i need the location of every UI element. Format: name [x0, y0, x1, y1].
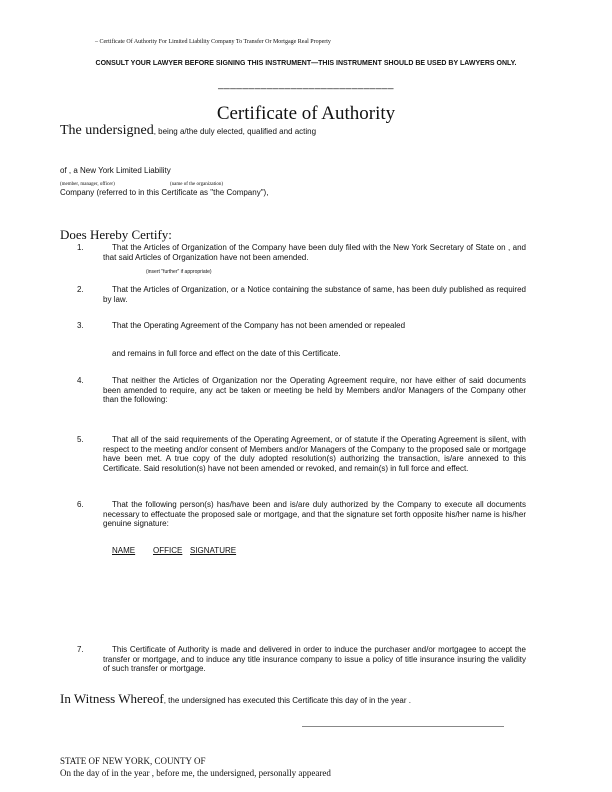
- witness-lead: In Witness Whereof: [60, 691, 164, 706]
- item3-continuation: and remains in full force and effect on the date of this Certificate.: [112, 349, 341, 358]
- item-number: 7.: [77, 645, 84, 654]
- item-number: 1.: [77, 243, 84, 252]
- org-label: (name of the organization): [170, 182, 224, 187]
- intro-line: [60, 123, 316, 139]
- member-label: (member, manager, officer): [60, 182, 115, 187]
- of-line: of , a New York Limited Liability: [60, 166, 171, 175]
- item-number: 6.: [77, 500, 84, 509]
- sig-header-name: NAME: [112, 546, 136, 555]
- header-note: – Certificate Of Authority For Limited Liability Company To Transfer Or Mortgage Real Property: [95, 39, 331, 45]
- item-text: That the Operating Agreement of the Company has not been amended or repealed: [112, 321, 406, 330]
- acknowledgment-line: On the day of in the year , before me, the undersigned, personally appeared: [60, 768, 331, 778]
- item-text: That neither the Articles of Organization nor the Operating Agreement require, nor have either of said documents been amended to require, any act be taken or meeting be held by Members and/or Managers of the Company other than the following:: [103, 376, 526, 404]
- item-text: That the following person(s) has/have been and is/are duly authorized by the Company to execute all documents necessary to effectuate the proposed sale or mortgage, and that the signature set forth opposite his/her name is his/her genuine signature:: [103, 500, 526, 528]
- witness-line: [60, 690, 411, 708]
- item-number: 3.: [77, 321, 84, 330]
- item-text: That all of the said requirements of the Operating Agreement, or of statute if the Operating Agreement is silent, with respect to the meeting and/or consent of Members and/or Managers of the Company to the proposed sale or mortgage have been met. A true copy of the duly adopted resolution(s) authorizing the transaction, is/are annexed to this Certificate. Said resolution(s) have not been amended or revoked, and remain(s) in full force and effect.: [103, 435, 526, 473]
- item-text: That the Articles of Organization of the Company have been duly filed with the New York Secretary of State on , and that said Articles of Organization have not been amended.: [103, 243, 526, 262]
- page-title: Certificate of Authority: [216, 103, 396, 124]
- intro-rest: , being a/the duly elected, qualified and acting: [153, 127, 317, 136]
- item-text: That the Articles of Organization, or a Notice containing the substance of same, has been duly published as required by law.: [103, 285, 526, 304]
- item-number: 4.: [77, 376, 84, 385]
- sig-header-office: OFFICE: [153, 546, 183, 555]
- intro-lead: The undersigned: [60, 123, 154, 138]
- witness-rest: , the undersigned has executed this Certificate this day of in the year .: [163, 696, 411, 705]
- item-text: This Certificate of Authority is made and delivered in order to induce the purchaser and/or mortgagee to accept the transfer or mortgage, and to induce any title insurance company to issue a policy of title insurance insuring the validity of such transfer or mortgage.: [103, 645, 526, 673]
- item-number: 5.: [77, 435, 84, 444]
- state-county-line: STATE OF NEW YORK, COUNTY OF: [60, 756, 206, 766]
- certify-heading: Does Hereby Certify:: [60, 227, 172, 242]
- signature-line: [302, 726, 504, 727]
- sig-header-signature: SIGNATURE: [190, 546, 237, 555]
- consult-warning: CONSULT YOUR LAWYER BEFORE SIGNING THIS INSTRUMENT—THIS INSTRUMENT SHOULD BE USED BY LAWYERS ONLY.: [95, 60, 517, 67]
- company-line: Company (referred to in this Certificate as "the Company"),: [60, 188, 269, 197]
- item-number: 2.: [77, 285, 84, 294]
- insert-note: (insert "further" if appropriate): [146, 269, 212, 275]
- separator-line: _____________________________: [218, 79, 394, 90]
